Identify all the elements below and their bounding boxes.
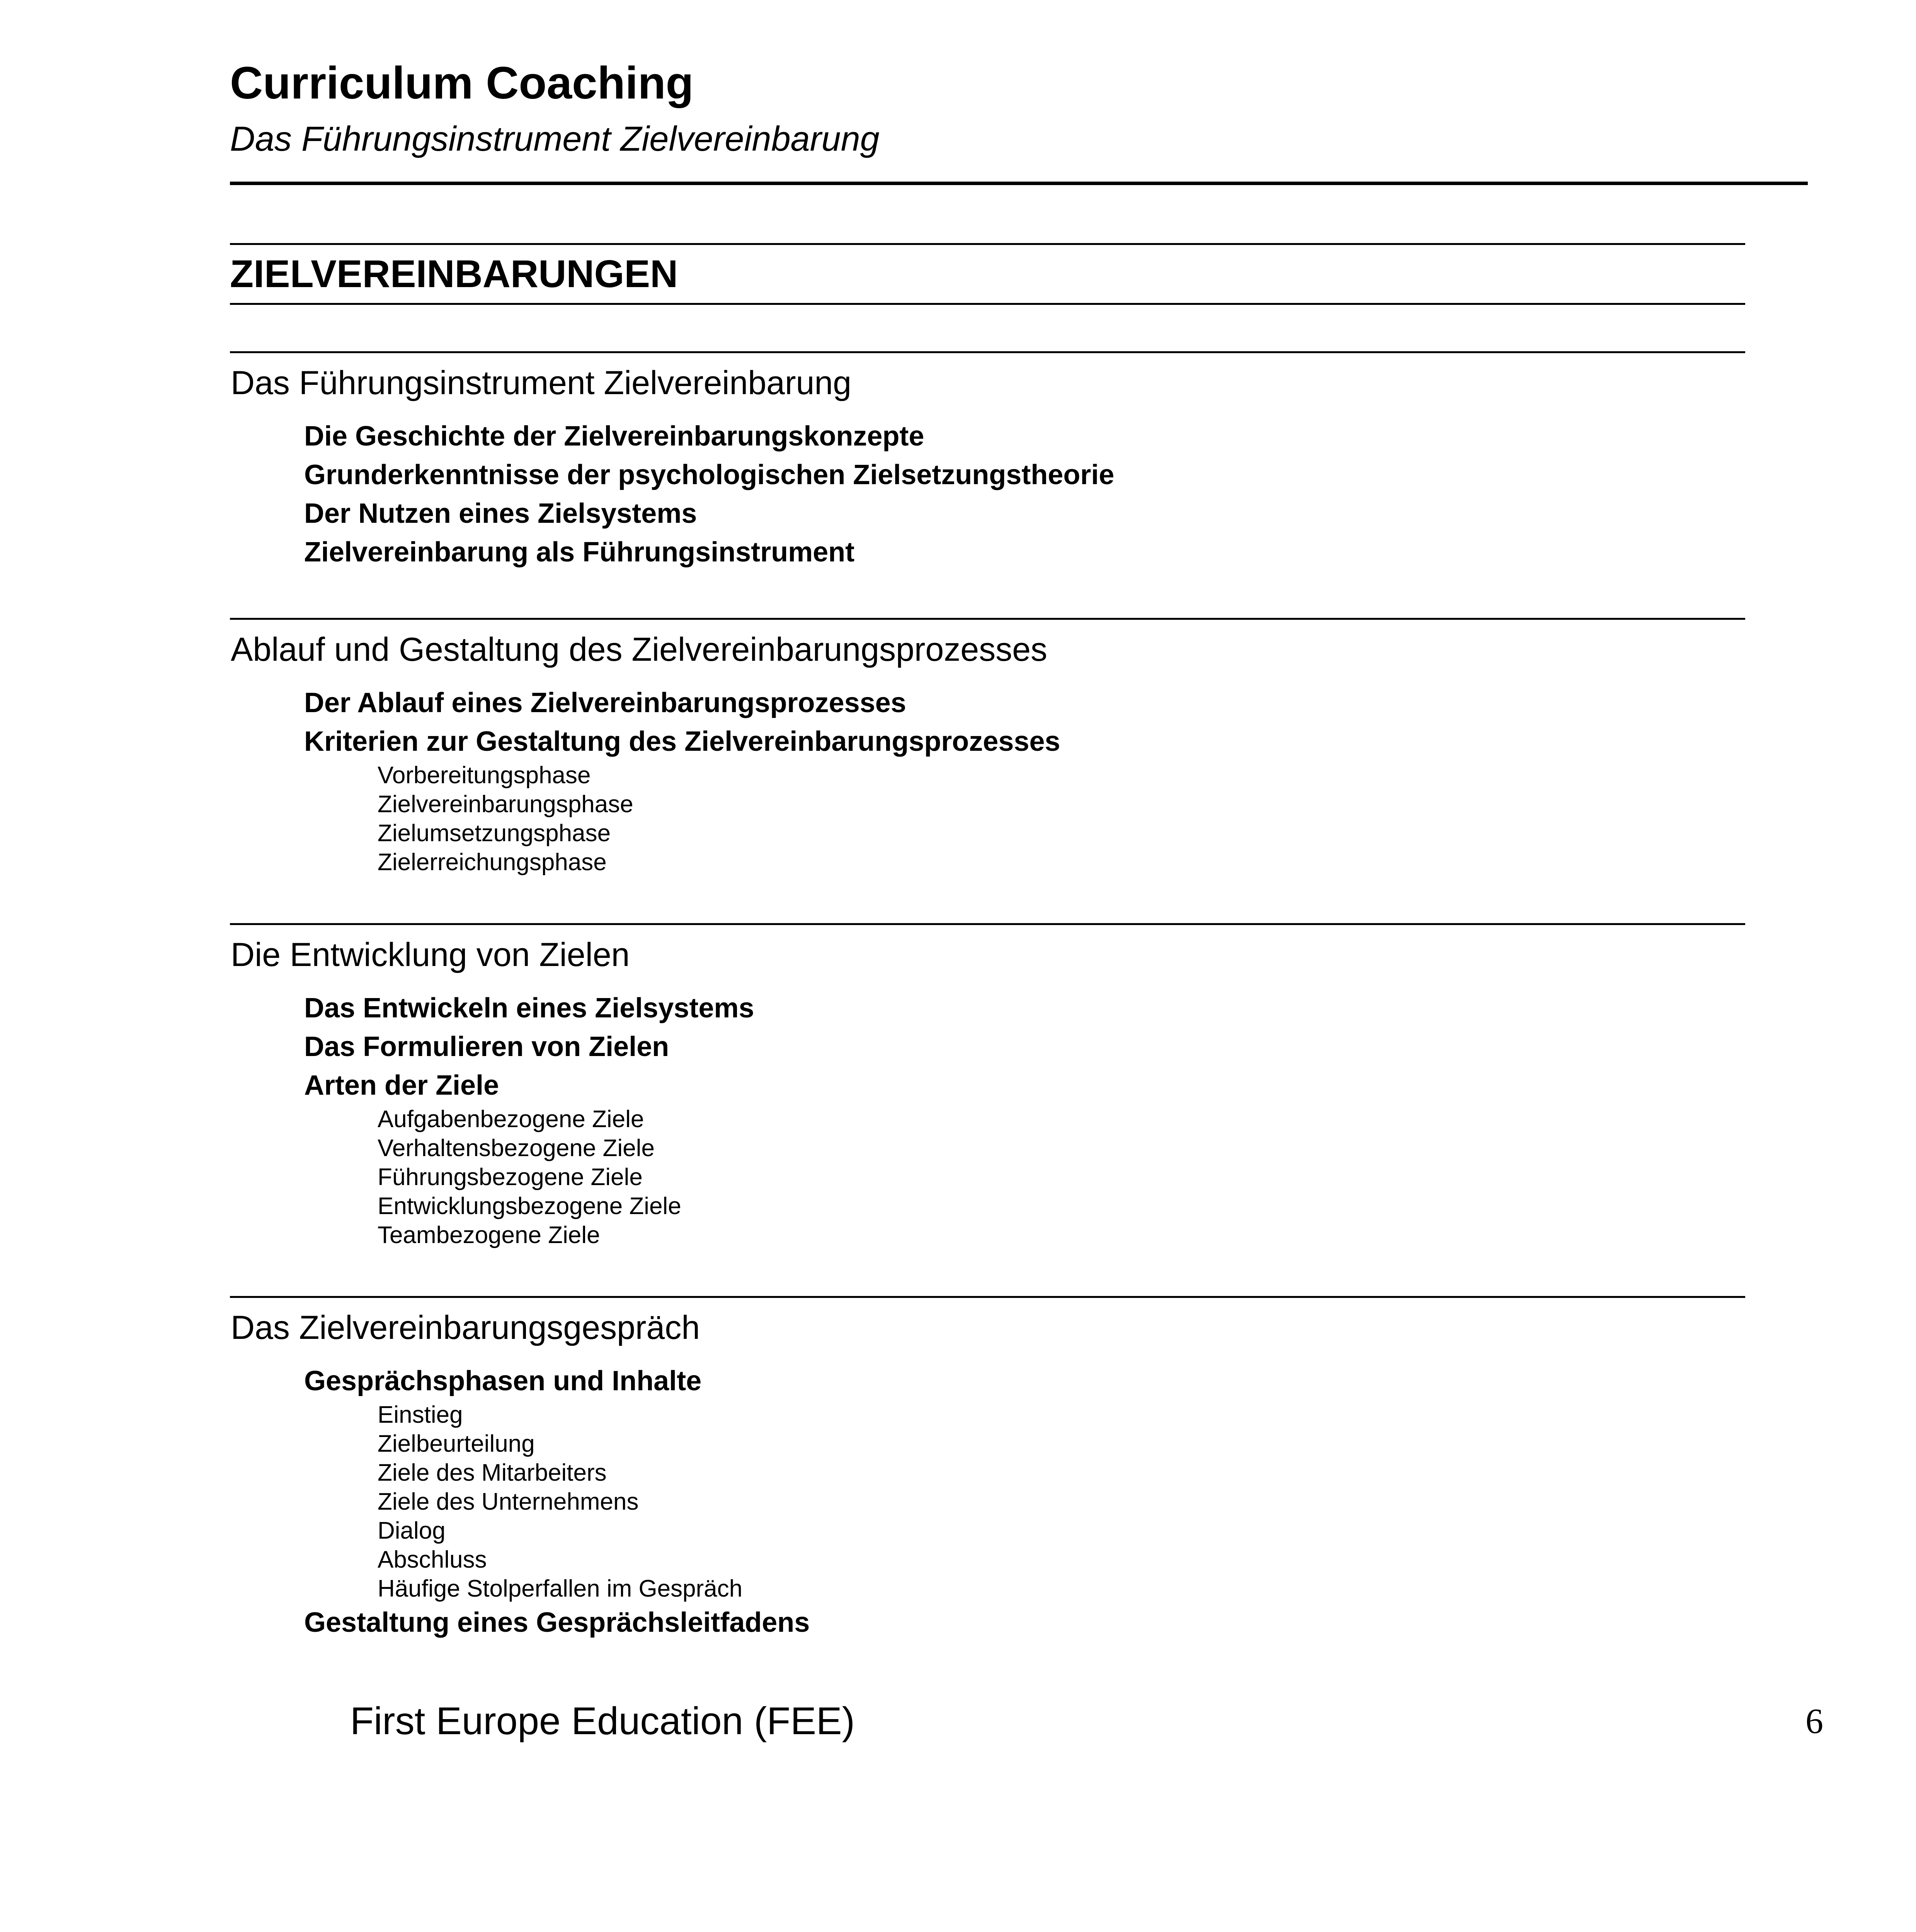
sub-list-item: Ziele des Unternehmens [378, 1488, 639, 1515]
section [230, 618, 1808, 877]
section [230, 923, 1808, 1250]
sub-list-item: Abschluss [378, 1546, 487, 1573]
list-item: Kriterien zur Gestaltung des Zielvereinbarungsprozesses [304, 726, 1060, 757]
section-title: Ablauf und Gestaltung des Zielvereinbarungsprozesses [231, 631, 1048, 668]
footer [230, 1699, 1823, 1743]
document-title: Curriculum Coaching [230, 58, 694, 109]
sub-list-item: Aufgabenbezogene Ziele [378, 1106, 644, 1133]
sub-list-item: Vorbereitungsphase [378, 762, 591, 789]
list-item: Grunderkenntnisse der psychologischen Zielsetzungstheorie [304, 459, 1115, 490]
list-item: Gesprächsphasen und Inhalte [304, 1366, 702, 1396]
sub-list-item: Zielvereinbarungsphase [378, 791, 633, 818]
sub-list-item: Teambezogene Ziele [378, 1222, 600, 1248]
list-item: Das Formulieren von Zielen [304, 1031, 669, 1062]
list-item: Der Nutzen eines Zielsystems [304, 498, 697, 529]
main-heading-block [230, 243, 1808, 305]
sub-list-item: Verhaltensbezogene Ziele [378, 1135, 655, 1162]
sub-list-item: Zielbeurteilung [378, 1430, 535, 1457]
divider [230, 1296, 1745, 1298]
section-title: Das Führungsinstrument Zielvereinbarung [231, 364, 852, 401]
divider [230, 618, 1745, 620]
divider [230, 923, 1745, 925]
sub-list-item: Zielumsetzungsphase [378, 820, 611, 847]
main-heading: ZIELVEREINBARUNGEN [230, 252, 678, 296]
list-item: Arten der Ziele [304, 1070, 499, 1101]
sub-list-item: Häufige Stolperfallen im Gespräch [378, 1575, 743, 1602]
divider [230, 351, 1745, 353]
header-divider [230, 182, 1808, 185]
sub-list-item: Ziele des Mitarbeiters [378, 1459, 607, 1486]
section [230, 1296, 1808, 1642]
sub-list-item: Einstieg [378, 1401, 463, 1428]
sub-list-item: Führungsbezogene Ziele [378, 1164, 643, 1190]
section-title: Das Zielvereinbarungsgespräch [231, 1309, 700, 1346]
section [230, 351, 1808, 571]
list-item: Gestaltung eines Gesprächsleitfadens [304, 1607, 810, 1638]
footer-organization: First Europe Education (FEE) [350, 1699, 855, 1743]
sub-list-item: Zielerreichungsphase [378, 849, 607, 876]
list-item: Das Entwickeln eines Zielsystems [304, 993, 754, 1024]
list-item: Der Ablauf eines Zielvereinbarungsprozesses [304, 687, 906, 718]
list-item: Die Geschichte der Zielvereinbarungskonzepte [304, 421, 924, 452]
divider [230, 243, 1745, 245]
section-title: Die Entwicklung von Zielen [231, 936, 630, 973]
sub-list-item: Dialog [378, 1517, 446, 1544]
divider [230, 303, 1745, 305]
page-number: 6 [1805, 1701, 1823, 1741]
document-subtitle: Das Führungsinstrument Zielvereinbarung [230, 120, 880, 158]
sub-list-item: Entwicklungsbezogene Ziele [378, 1193, 681, 1219]
list-item: Zielvereinbarung als Führungsinstrument [304, 537, 855, 568]
